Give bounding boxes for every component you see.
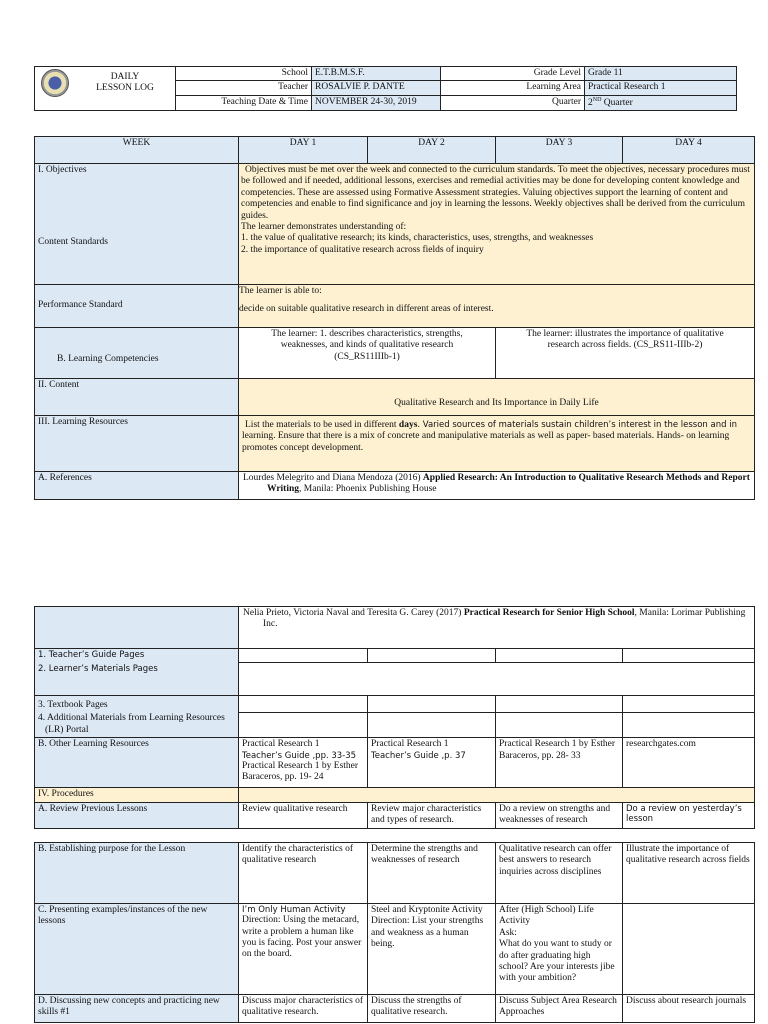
content-standard-line1: The learner demonstrates understanding of: [241,221,407,232]
discuss-d4: Discuss about research journals [623,995,755,1023]
references-label: A. References [35,472,239,500]
content-standard-line2: 1. the value of qualitative research; its kinds, characteristics, uses, strengths, and weaknesses [241,233,594,244]
review-label: A. Review Previous Lessons [35,802,239,828]
value-teacher: ROSALVIE P. DANTE [312,81,441,95]
references-cont-cell: Nelia Prieto, Victoria Naval and Teresita G. Carey (2017) Practical Research for Senior High School, Manila: Lorimar Publishing Inc. [239,607,755,649]
textbook-label: 3. Textbook Pages [35,696,239,713]
label-school: School [176,67,312,81]
review-d1: Review qualitative research [239,802,368,828]
value-grade: Grade 11 [585,67,737,81]
main-table [34,136,755,500]
competencies-label: B. Learning Competencies [35,328,239,379]
discuss-d3: Discuss Subject Area Research Approaches [496,995,623,1023]
tg-d4 [623,649,755,663]
third-table [34,842,755,1023]
competencies-left: The learner: 1. describes characteristics, strengths, weaknesses, and kinds of qualitative research (CS_RS11IIIb-1) [239,328,496,379]
performance-cell [239,285,755,328]
lm-cell [239,663,755,696]
deped-seal-icon [41,69,69,97]
label-quarter: Quarter [441,95,585,111]
tg-d3 [496,649,623,663]
learners-materials-label: 2. Learner’s Materials Pages [35,663,239,696]
purpose-d1: Identify the characteristics of qualitative research [239,843,368,904]
label-date: Teaching Date & Time [176,95,312,111]
label-teacher: Teacher [176,81,312,95]
tg-d2 [368,649,496,663]
objectives-text: Objectives must be met over the week and connected to the curriculum standards. To meet the objectives, necessary procedures must be followed and if needed, additional lessons, exercises and remedial activities may be done for developing content knowledge and competencies. These are assessed using Formative Assessment strategies. Valuing objectives support the learning of content and competencies and enable to find significance and joy in learning the lessons. Weekly objectives shall be derived from the curriculum guides. [241,165,750,221]
presenting-d2: Steel and Kryptonite Activity Direction: List your strengths and weakness as a human being. [368,904,496,995]
value-school: E.T.B.M.S.F. [312,67,441,81]
procedures-label: IV. Procedures [35,788,239,802]
additional-materials-label: 4. Additional Materials from Learning Resources (LR) Portal [35,712,239,737]
other-d4: researchgates.com [623,738,755,788]
performance-label: Performance Standard [35,285,239,328]
day2-header: DAY 2 [368,137,496,164]
day3-header: DAY 3 [496,137,623,164]
performance-line1: The learner is able to: [239,286,322,296]
purpose-label: B. Establishing purpose for the Lesson [35,843,239,904]
tb-d4 [623,696,755,713]
week-header: WEEK [35,137,239,164]
tb-d3 [496,696,623,713]
tb-d1 [239,696,368,713]
second-table [34,606,755,829]
content-standards-label: Content Standards [38,237,108,248]
presenting-label: C. Presenting examples/instances of the new lessons [35,904,239,995]
objectives-cell [239,164,755,285]
content-label: II. Content [35,379,239,416]
learning-resources-label: III. Learning Resources [35,416,239,472]
add-d2 [368,712,496,737]
references-cont-label [35,607,239,649]
value-quarter: 2ND Quarter [585,95,737,111]
add-d4 [623,712,755,737]
review-d4: Do a review on yesterday’s lesson [623,802,755,828]
day4-header: DAY 4 [623,137,755,164]
tg-d1 [239,649,368,663]
presenting-d3: After (High School) Life Activity Ask: What do you want to study or do after graduating high school? Are your interests jibe with your ambition? [496,904,623,995]
header-title-cell [35,67,176,111]
title-daily: DAILY [110,71,140,82]
tb-d2 [368,696,496,713]
review-d2: Review major characteristics and types of research. [368,802,496,828]
presenting-d4 [623,904,755,995]
objectives-label-cell [35,164,239,285]
discuss-label: D. Discussing new concepts and practicing new skills #1 [35,995,239,1023]
value-date: NOVEMBER 24-30, 2019 [312,95,441,111]
discuss-d1: Discuss major characteristics of qualitative research. [239,995,368,1023]
content-text: Qualitative Research and Its Importance in Daily Life [239,379,755,416]
add-d1 [239,712,368,737]
purpose-d2: Determine the strengths and weaknesses of research [368,843,496,904]
label-grade: Grade Level [441,67,585,81]
header-table [34,66,737,111]
purpose-d3: Qualitative research can offer best answers to research inquiries across disciplines [496,843,623,904]
learning-resources-cell: List the materials to be used in different days. Varied sources of materials sustain children’s interest in the lesson and in learning. Ensure that there is a mix of concrete and manipulative materials as well as paper- based materials. Hands- on learning promotes concept development. [239,416,755,472]
value-area: Practical Research 1 [585,81,737,95]
performance-line2: decide on suitable qualitative research in different areas of interest. [239,304,494,315]
other-d3: Practical Research 1 by Esther Baraceros, pp. 28- 33 [496,738,623,788]
title-lesson-log: LESSON LOG [96,83,154,93]
other-resources-label: B. Other Learning Resources [35,738,239,788]
review-d3: Do a review on strengths and weaknesses of research [496,802,623,828]
purpose-d4: Illustrate the importance of qualitative research across fields [623,843,755,904]
content-standard-line3: 2. the importance of qualitative research across fields of inquiry [241,244,484,255]
procedures-cell [239,788,755,802]
label-area: Learning Area [441,81,585,95]
day1-header: DAY 1 [239,137,368,164]
add-d3 [496,712,623,737]
discuss-d2: Discuss the strengths of qualitative research. [368,995,496,1023]
other-d2: Practical Research 1 Teacher’s Guide ,p. 37 [368,738,496,788]
presenting-d1: I’m Only Human Activity Direction: Using the metacard, write a problem a human like you is facing. Post your answer on the board. [239,904,368,995]
references-cell: Lourdes Melegrito and Diana Mendoza (2016) Applied Research: An Introduction to Qualitative Research Methods and Report Writing, Manila: Phoenix Publishing House [239,472,755,500]
teachers-guide-label: 1. Teacher’s Guide Pages [35,649,239,663]
competencies-right: The learner: illustrates the importance of qualitative research across fields. (CS_RS11-IIIb-2) [496,328,755,379]
other-d1: Practical Research 1 Teacher’s Guide ,pp. 33-35 Practical Research 1 by Esther Baraceros, pp. 19- 24 [239,738,368,788]
objectives-label: I. Objectives [38,165,87,175]
